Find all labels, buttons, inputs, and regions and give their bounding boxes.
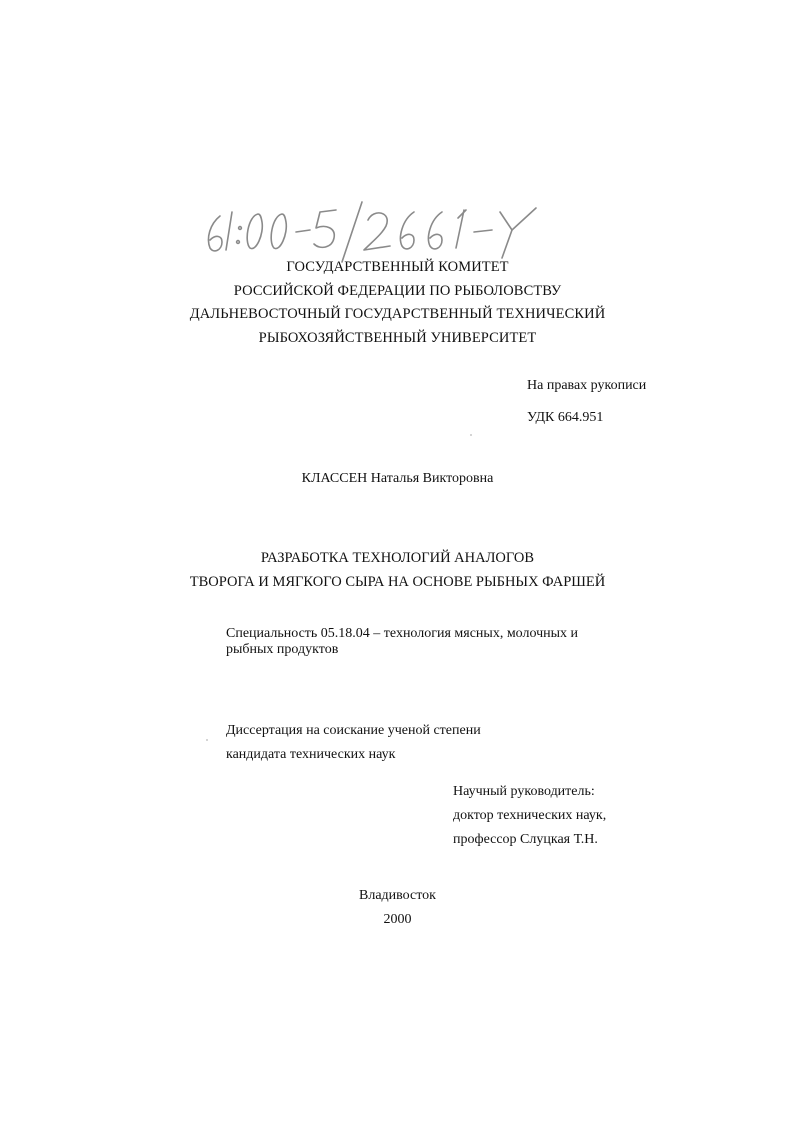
scan-speck xyxy=(206,739,208,741)
dissertation-title xyxy=(0,546,795,594)
udk-code: УДК 664.951 xyxy=(527,410,604,425)
supervisor-line-2: доктор технических наук, xyxy=(453,808,607,823)
author-name: КЛАССЕН Наталья Викторовна xyxy=(301,471,494,486)
organization-header xyxy=(0,256,795,350)
header-line-4: РЫБОХОЗЯЙСТВЕННЫЙ УНИВЕРСИТЕТ xyxy=(258,329,537,346)
scan-speck xyxy=(470,434,472,436)
year: 2000 xyxy=(383,912,412,927)
specialty-text: Специальность 05.18.04 – технология мясных, молочных и рыбных продуктов xyxy=(226,626,579,657)
manuscript-note: На правах рукописи xyxy=(527,378,647,393)
header-line-2: РОССИЙСКОЙ ФЕДЕРАЦИИ ПО РЫБОЛОВСТВУ xyxy=(233,282,562,299)
header-line-1: ГОСУДАРСТВЕННЫЙ КОМИТЕТ xyxy=(286,259,509,275)
place-and-year xyxy=(0,884,795,932)
handwritten-archive-number xyxy=(196,198,546,264)
city-name: Владивосток xyxy=(359,888,436,903)
degree-statement xyxy=(226,719,481,767)
supervisor-line-3: профессор Слуцкая Т.Н. xyxy=(453,832,598,847)
header-line-3: ДАЛЬНЕВОСТОЧНЫЙ ГОСУДАРСТВЕННЫЙ ТЕХНИЧЕСКИЙ xyxy=(189,306,606,322)
title-line-1: РАЗРАБОТКА ТЕХНОЛОГИЙ АНАЛОГОВ xyxy=(260,550,535,566)
degree-line-2: кандидата технических наук xyxy=(226,747,396,762)
supervisor-block xyxy=(453,780,606,852)
title-line-2: ТВОРОГА И МЯГКОГО СЫРА НА ОСНОВЕ РЫБНЫХ ФАРШЕЙ xyxy=(189,574,606,590)
handwritten-archive-number-drawing xyxy=(196,198,546,264)
supervisor-line-1: Научный руководитель: xyxy=(453,784,595,799)
degree-line-1: Диссертация на соискание ученой степени xyxy=(226,723,481,738)
